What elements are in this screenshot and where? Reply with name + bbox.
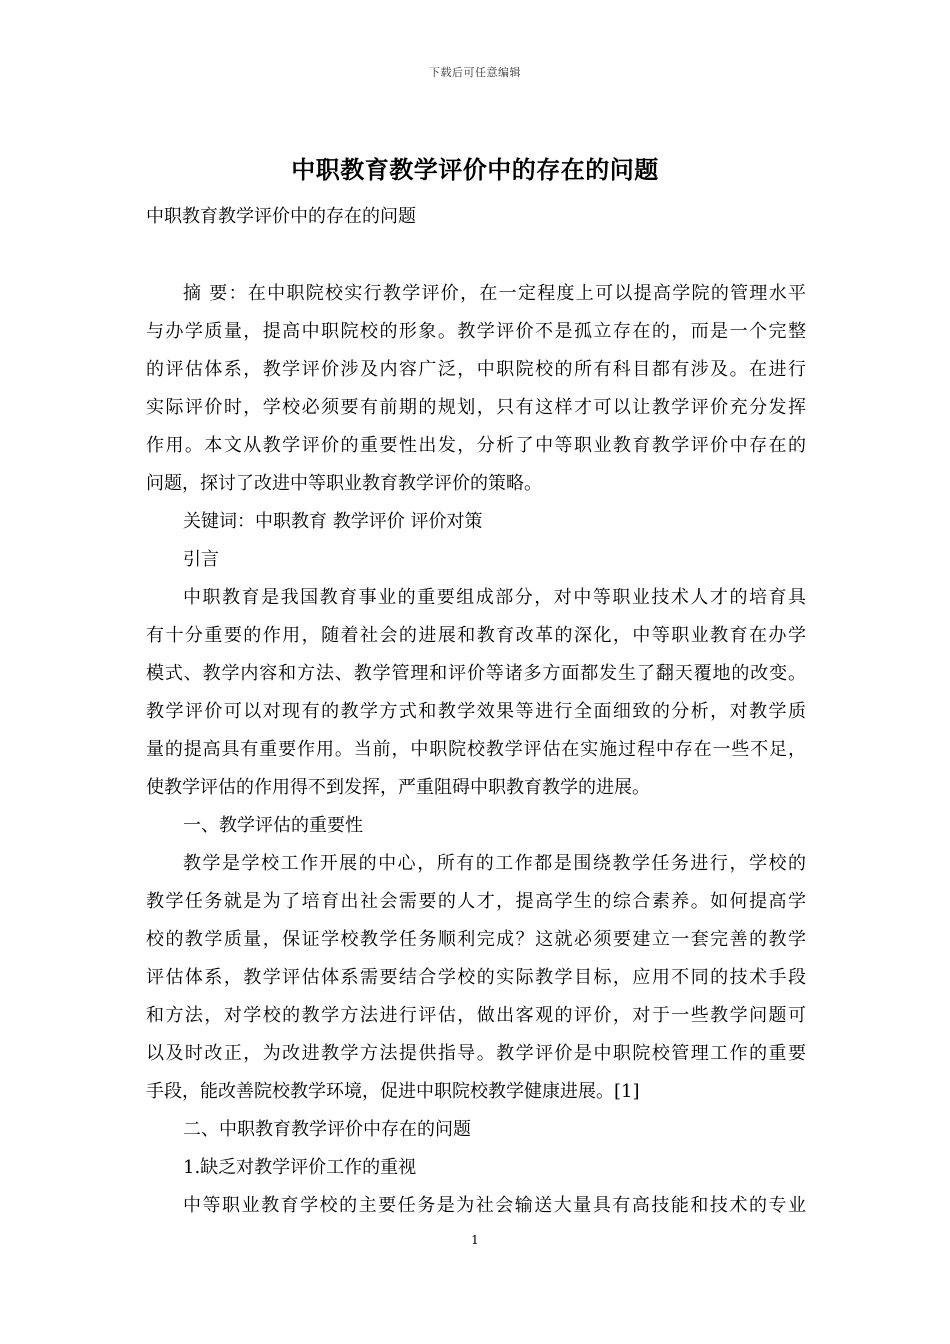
section1-paragraph xyxy=(146,845,806,1111)
paragraph-line: 的评估体系，教学评价涉及内容广泛，中职院校的所有科目都有涉及。在进行 xyxy=(146,359,806,380)
subtitle: 中职教育教学评价中的存在的问题 xyxy=(146,206,416,227)
keywords: 关键词：中职教育 教学评价 评价对策 xyxy=(183,511,483,532)
paragraph-line: 教学任务就是为了培育出社会需要的人才，提高学生的综合素养。如何提高学 xyxy=(146,891,806,912)
paragraph-line: 与办学质量，提高中职院校的形象。教学评价不是孤立存在的，而是一个完整 xyxy=(146,321,806,342)
paragraph-line: 中职教育是我国教育事业的重要组成部分，对中等职业技术人才的培育具 xyxy=(183,587,806,608)
header-note: 下载后可任意编辑 xyxy=(429,66,521,79)
document-body xyxy=(146,198,806,1225)
paragraph-line: 以及时改正，为改进教学方法提供指导。教学评价是中职院校管理工作的重要 xyxy=(146,1043,806,1064)
paragraph-line: 手段，能改善院校教学环境，促进中职院校教学健康进展。[1] xyxy=(146,1081,640,1102)
paragraph-line: 使教学评估的作用得不到发挥，严重阻碍中职教育教学的进展。 xyxy=(146,777,650,798)
paragraph-line: 量的提高具有重要作用。当前，中职院校教学评估在实施过程中存在一些不足， xyxy=(146,739,806,760)
document-title: 中职教育教学评价中的存在的问题 xyxy=(291,155,659,184)
paragraph-line: 有十分重要的作用，随着社会的进展和教育改革的深化，中等职业教育在办学 xyxy=(146,625,806,646)
paragraph-line: 和方法，对学校的教学方法进行评估，做出客观的评价，对于一些教学问题可 xyxy=(146,1005,806,1026)
paragraph-line: 校的教学质量，保证学校教学任务顺利完成？这就必须要建立一套完善的教学 xyxy=(146,929,806,950)
paragraph-line: 模式、教学内容和方法、教学管理和评价等诸多方面都发生了翻天覆地的改变。 xyxy=(146,663,806,684)
intro-heading: 引言 xyxy=(183,549,219,570)
paragraph-line: 实际评价时，学校必须要有前期的规划，只有这样才可以让教学评价充分发挥 xyxy=(146,397,806,418)
subsection1-paragraph xyxy=(146,1187,806,1225)
section-heading: 二、中职教育教学评价中存在的问题 xyxy=(183,1119,471,1140)
paragraph-line: 中等职业教育学校的主要任务是为社会输送大量具有高技能和技术的专业 xyxy=(183,1195,806,1216)
paragraph-line: 问题，探讨了改进中等职业教育教学评价的策略。 xyxy=(146,473,542,494)
paragraph-line: 教学是学校工作开展的中心，所有的工作都是围绕教学任务进行，学校的 xyxy=(183,853,806,874)
abstract-paragraph xyxy=(146,275,806,503)
paragraph-line: 教学评价可以对现有的教学方式和教学效果等进行全面细致的分析，对教学质 xyxy=(146,701,806,722)
subsection-heading: 1.缺乏对教学评价工作的重视 xyxy=(183,1157,417,1178)
paragraph-line: 摘 要：在中职院校实行教学评价，在一定程度上可以提高学院的管理水平 xyxy=(183,283,806,304)
section-heading: 一、教学评估的重要性 xyxy=(183,815,363,836)
paragraph-line: 评估体系，教学评估体系需要结合学校的实际教学目标，应用不同的技术手段 xyxy=(146,967,806,988)
page-number: 1 xyxy=(471,1233,479,1247)
blank-line xyxy=(146,236,806,275)
paragraph-line: 作用。本文从教学评价的重要性出发，分析了中等职业教育教学评价中存在的 xyxy=(146,435,806,456)
intro-paragraph xyxy=(146,579,806,807)
